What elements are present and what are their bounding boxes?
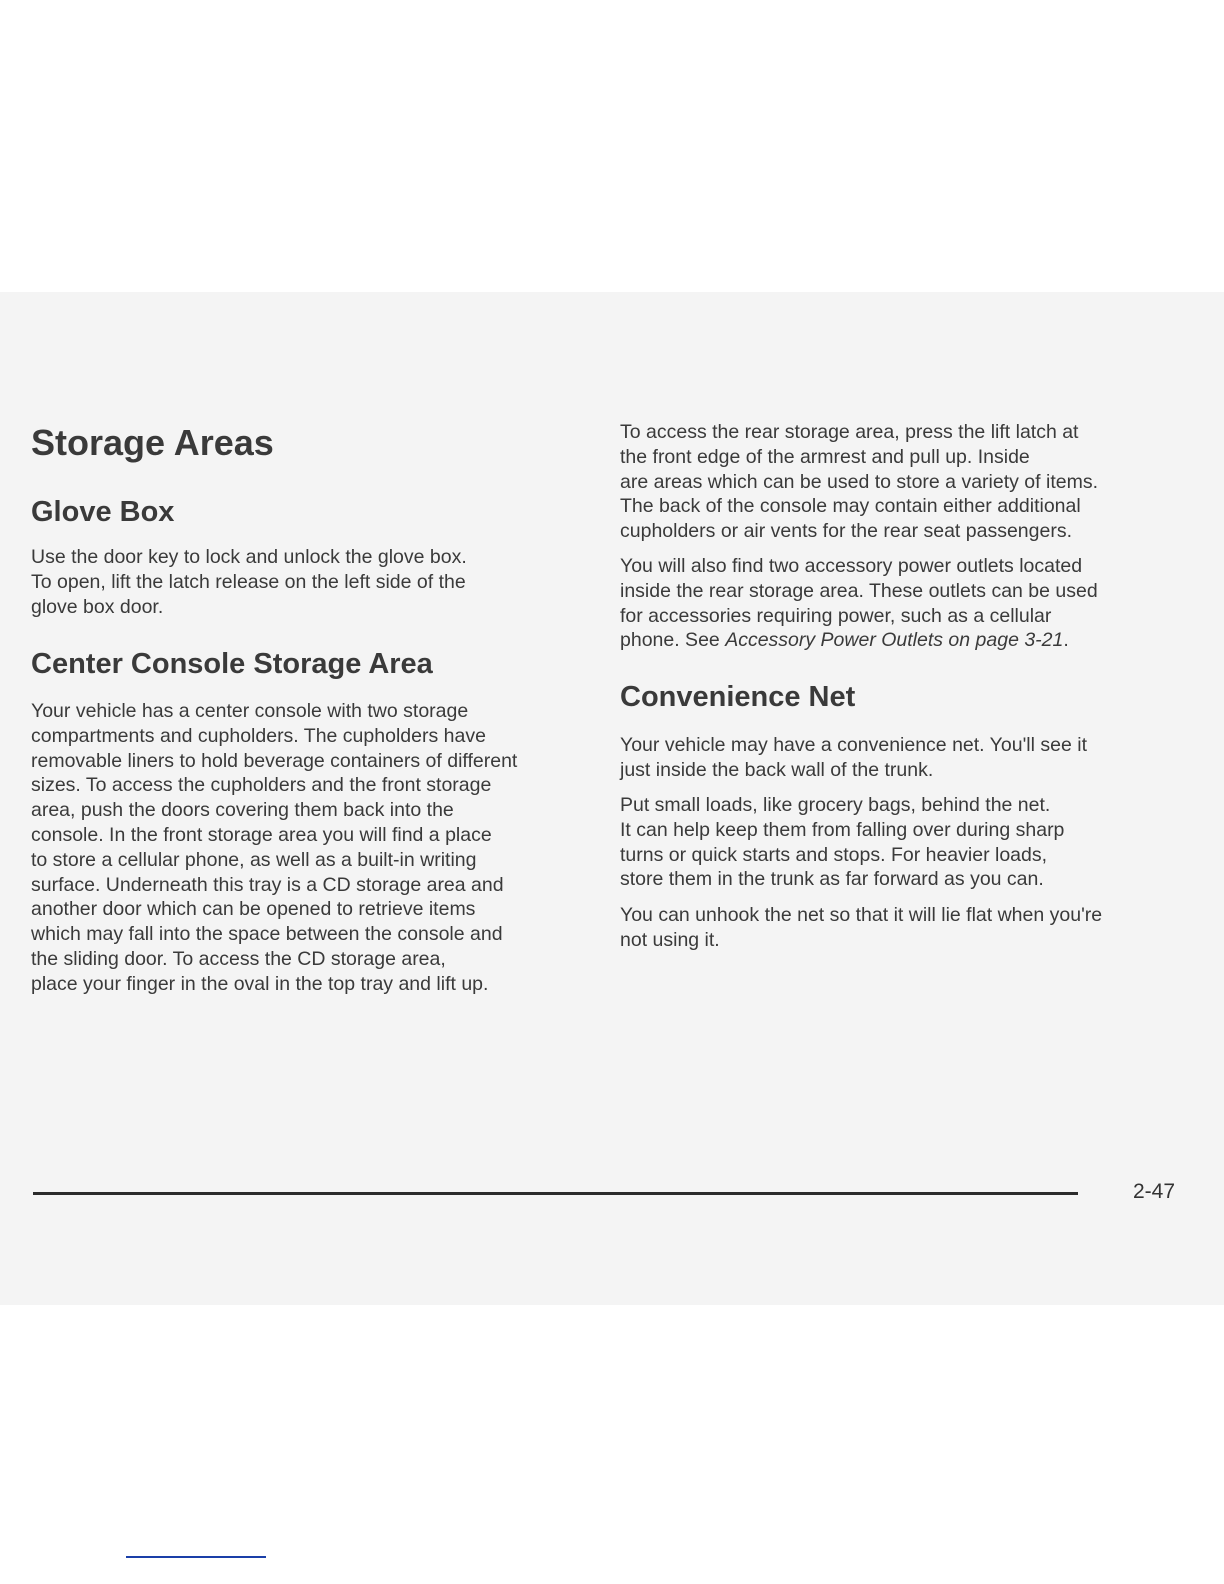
- text-line: the front edge of the armrest and pull up. Inside: [620, 445, 1030, 468]
- center-console-paragraph: [31, 699, 586, 997]
- period: .: [1063, 629, 1069, 652]
- text-line: The back of the console may contain either additional: [620, 495, 1081, 518]
- text-line: compartments and cupholders. The cupholders have: [31, 724, 486, 747]
- see-prefix: phone. See: [620, 629, 726, 652]
- text-line: Put small loads, like grocery bags, behind the net.: [620, 794, 1051, 816]
- text-line: You will also find two accessory power outlets located: [620, 555, 1083, 577]
- text-line: another door which can be opened to retrieve items: [31, 898, 476, 921]
- page-number: 2-47: [1133, 1180, 1176, 1203]
- convenience-net-paragraph-1: [620, 733, 1185, 783]
- text-line: removable liners to hold beverage containers of different: [31, 749, 518, 772]
- convenience-net-paragraph-2: [620, 793, 1185, 892]
- text-line: place your finger in the oval in the top tray and lift up.: [31, 972, 489, 995]
- text-line: for accessories requiring power, such as a cellular: [620, 604, 1052, 627]
- text-line: [620, 628, 1185, 653]
- text-line: glove box door.: [31, 595, 164, 618]
- text-line: Your vehicle may have a convenience net. You'll see it: [620, 734, 1087, 756]
- text-line: You can unhook the net so that it will lie flat when you're: [620, 904, 1103, 926]
- text-line: to store a cellular phone, as well as a built-in writing: [31, 848, 477, 871]
- glove-box-paragraph: [31, 545, 586, 619]
- text-line: Your vehicle has a center console with two storage: [31, 700, 469, 722]
- bottom-link-underline: [126, 1556, 266, 1558]
- text-line: surface. Underneath this tray is a CD storage area and: [31, 873, 504, 896]
- text-line: sizes. To access the cupholders and the front storage: [31, 774, 492, 797]
- text-line: inside the rear storage area. These outlets can be used: [620, 579, 1098, 602]
- power-outlets-paragraph: [620, 554, 1185, 653]
- text-line: just inside the back wall of the trunk.: [620, 758, 934, 781]
- text-line: console. In the front storage area you will find a place: [31, 823, 492, 846]
- text-line: turns or quick starts and stops. For heavier loads,: [620, 843, 1048, 866]
- text-line: cupholders or air vents for the rear seat passengers.: [620, 520, 1072, 543]
- power-outlets-reference-link[interactable]: Accessory Power Outlets on page 3-21: [725, 629, 1064, 652]
- text-line: are areas which can be used to store a variety of items.: [620, 470, 1098, 493]
- convenience-net-paragraph-3: [620, 903, 1185, 953]
- manual-page: [0, 292, 1224, 1305]
- text-line: store them in the trunk as far forward as you can.: [620, 868, 1044, 891]
- rear-storage-paragraph: [620, 420, 1185, 544]
- text-line: the sliding door. To access the CD storage area,: [31, 947, 446, 970]
- text-line: It can help keep them from falling over during sharp: [620, 818, 1065, 841]
- text-line: Use the door key to lock and unlock the glove box.: [31, 546, 467, 568]
- text-line: To access the rear storage area, press the lift latch at: [620, 421, 1079, 443]
- section-title: Storage Areas: [31, 422, 274, 463]
- convenience-net-heading: Convenience Net: [620, 681, 856, 713]
- text-line: area, push the doors covering them back into the: [31, 799, 454, 822]
- center-console-heading: Center Console Storage Area: [31, 648, 433, 680]
- footer-rule: [33, 1192, 1078, 1195]
- text-line: which may fall into the space between the console and: [31, 923, 503, 946]
- text-line: not using it.: [620, 928, 720, 951]
- text-line: To open, lift the latch release on the left side of the: [31, 570, 466, 593]
- glove-box-heading: Glove Box: [31, 496, 175, 528]
